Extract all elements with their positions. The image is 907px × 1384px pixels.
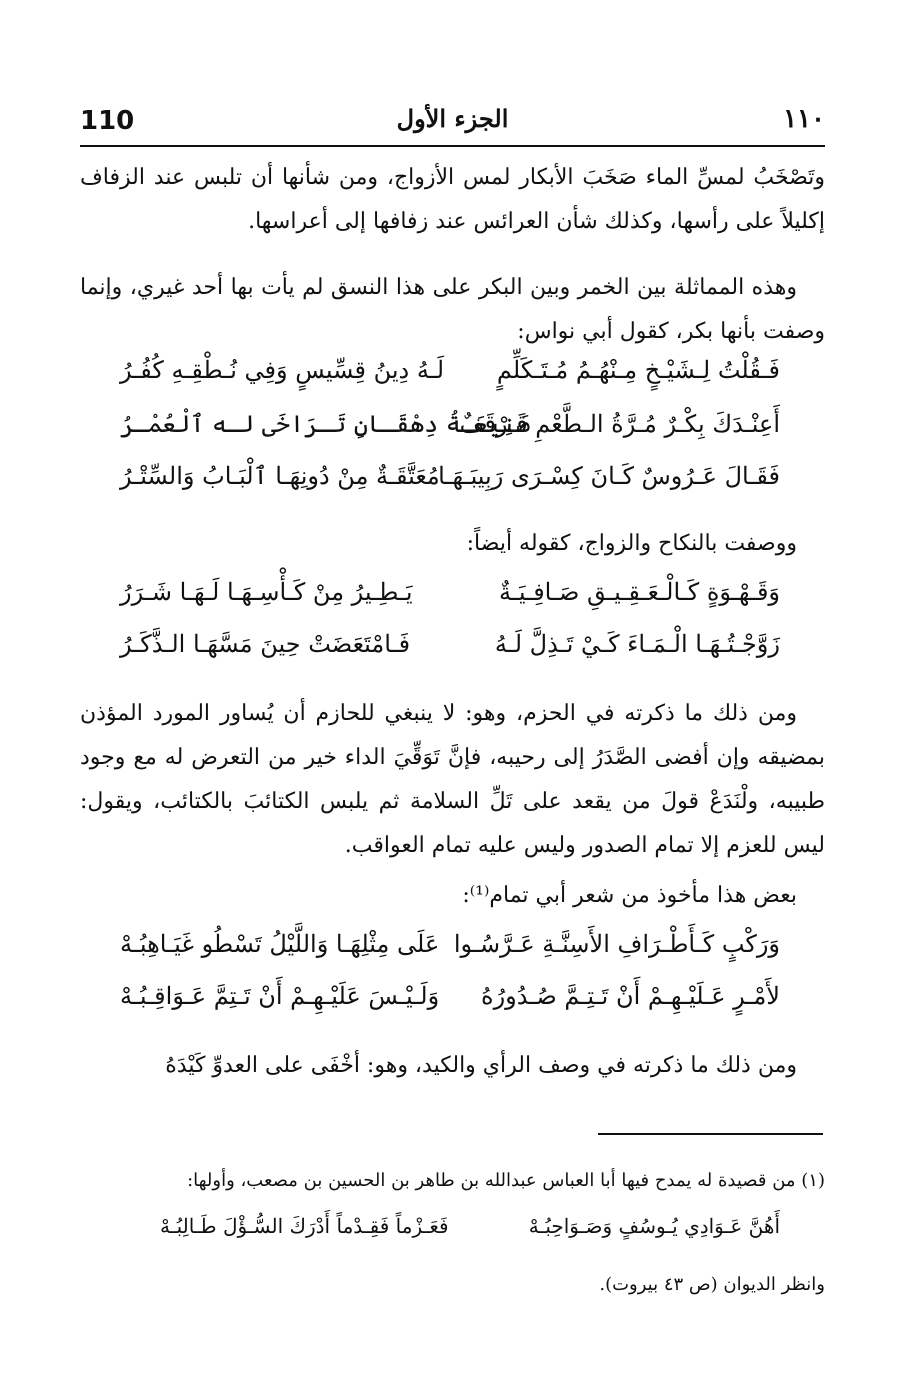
verse-line xyxy=(120,630,780,686)
paragraph-3: ووصفت بالنكاح والزواج، كقوله أيضاً: xyxy=(466,531,797,556)
footnote-source: وانظر الديوان (ص ٤٣ بيروت). xyxy=(599,1274,825,1295)
paragraph-6: ومن ذلك ما ذكرته في وصف الرأي والكيد، وهو: أخْفَى على العدوِّ كَيْدَهُ xyxy=(165,1053,797,1078)
verse-first-hemistich: أَعِنْـدَكَ بِكْـرٌ مُـرَّةُ الـطَّعْمِ قَـرْقَفٌ xyxy=(459,410,780,438)
verse-line xyxy=(120,410,780,466)
verse-first-hemistich: أَهُنَّ عَـوَادِي يُـوسُفٍ وَصَـوَاحِبُـهْ xyxy=(528,1214,780,1238)
verse-second-hemistich: لَـهُ دِينُ قِسِّيسٍ وَفِي نُـطْقِـهِ كُفُـرُ xyxy=(120,356,445,384)
footnote-verse xyxy=(160,1214,780,1254)
verse-first-hemistich: وَرَكْبٍ كَـأَطْـرَافِ الأَسِنَّـةِ عَـرَّسُـوا xyxy=(453,930,780,958)
header-rule xyxy=(80,145,825,147)
verse-second-hemistich: صَنِيعَـةُ دِهْقَـانٍ تَـرَاخَى لـه ٱلْعُمْـرُ xyxy=(120,410,531,438)
verse-second-hemistich: فَعَـزْماً فَقِـدْماً أَدْرَكَ السُّـؤْلَ طَـالِبُـهْ xyxy=(160,1214,449,1238)
page-number-latin: 110 xyxy=(80,106,135,136)
footnote-text: (١) من قصيدة له يمدح فيها أبا العباس عبدالله بن طاهر بن الحسين بن مصعب، وأولها: xyxy=(187,1170,825,1191)
verse-first-hemistich: لأَمْـرٍ عَـلَيْـهِـمْ أَنْ تَـتِـمَّ صُـدُورُهُ xyxy=(481,982,780,1010)
verse-first-hemistich: فَقَـالَ عَـرُوسٌ كَـانَ كِسْـرَى رَبِيبَـهَـا xyxy=(438,462,780,490)
verse-line xyxy=(120,578,780,634)
paragraph-5: بعض هذا مأخوذ من شعر أبي تمام⁽¹⁾: xyxy=(462,883,797,908)
verse-first-hemistich: زَوَّجْـتُـهَـا الْـمَـاءَ كَـيْ تَـذِلَّ لَـهُ xyxy=(494,630,780,658)
verse-second-hemistich: مُعَتَّقَـةٌ مِنْ دُونِهَـا ٱلْبَـابُ وَالسِّتْـرُ xyxy=(120,462,440,490)
running-title: الجزء الأول xyxy=(396,104,509,133)
verse-second-hemistich: يَـطِـيرُ مِنْ كَـأْسِـهَـا لَـهَـا شَـرَرُ xyxy=(120,578,413,606)
verse-line xyxy=(120,930,780,986)
verse-line xyxy=(120,982,780,1038)
paragraph-1: وتَصْخَبُ لمسِّ الماء صَخَبَ الأبكار لمس الأزواج، ومن شأنها أن تلبس عند الزفاف إكليلاً على رأسها، وكذلك شأن العرائس عند زفافها إلى أعراسها. xyxy=(80,165,825,234)
verse-line xyxy=(120,356,780,412)
paragraph-2: وهذه المماثلة بين الخمر وبين البكر على هذا النسق لم يأت بها أحد غيري، وإنما وصفت بأنها بكر، كقول أبي نواس: xyxy=(80,275,825,344)
verse-second-hemistich: فَـامْتَعَضَتْ حِينَ مَسَّهَـا الـذَّكَـرُ xyxy=(120,630,411,658)
page-number-arabic: ١١٠ xyxy=(783,104,825,134)
verse-second-hemistich: وَلَـيْـسَ عَلَيْـهِـمْ أَنْ تَـتِمَّ عَـوَاقِـبُـهْ xyxy=(120,982,440,1010)
verse-first-hemistich: فَـقُلْتُ لِـشَيْـخٍ مِـنْهُـمُ مُـتَـكَلِّمٍ xyxy=(496,356,780,384)
verse-first-hemistich: وَقَـهْـوَةٍ كَـالْـعَـقِـيـقِ صَـافِـيَـةٌ xyxy=(499,578,780,606)
page-header xyxy=(80,100,825,140)
verse-second-hemistich: عَلَى مِثْلِهَـا وَاللَّيْلُ تَسْطُو غَيَـاهِبُـهْ xyxy=(120,930,440,958)
footnote-separator xyxy=(598,1133,823,1135)
verse-line xyxy=(120,462,780,518)
paragraph-4: ومن ذلك ما ذكرته في الحزم، وهو: لا ينبغي للحازم أن يُساور المورد المؤذن بمضيقه وإن أفضى الصَّدَرُ إلى رحيبه، فإنَّ تَوَقِّيَ الداء خير من التعرض له مع وجود طبيبه، ولْنَدَعْ قولَ من يقعد على تَلِّ السلامة ثم يلبس الكتائبَ بالكتائب، ويقول: ليس للعزم إلا تمام الصدور وليس عليه تمام العواقب. xyxy=(80,701,825,858)
